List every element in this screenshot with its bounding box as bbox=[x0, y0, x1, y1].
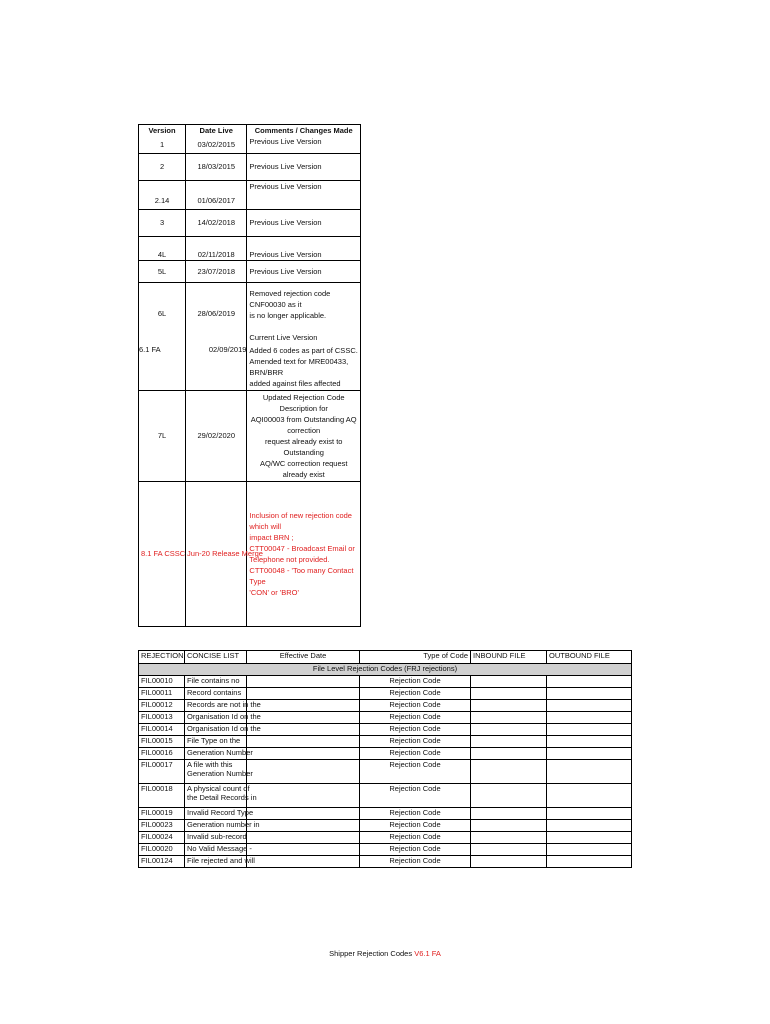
type-of-code-cell: Rejection Code bbox=[360, 856, 471, 868]
effective-date-cell bbox=[247, 688, 360, 700]
version-row: 1 03/02/2015 Previous Live Version bbox=[139, 136, 361, 153]
concise-cell: Organisation Id on the bbox=[185, 724, 247, 736]
concise-line: the Detail Records in bbox=[187, 793, 257, 802]
version-header-row bbox=[139, 125, 361, 137]
type-of-code-cell: Rejection Code bbox=[360, 736, 471, 748]
type-of-code-cell: Rejection Code bbox=[360, 724, 471, 736]
rejection-code-cell: FIL00015 bbox=[139, 736, 185, 748]
rejection-row bbox=[139, 688, 632, 700]
effective-date-cell bbox=[247, 784, 360, 808]
version-header: Version bbox=[139, 125, 186, 137]
concise-cell: Generation number in bbox=[185, 820, 247, 832]
effective-date-cell bbox=[247, 676, 360, 688]
rejection-codes-table bbox=[138, 650, 632, 868]
concise-cell: No Valid Message - bbox=[185, 844, 247, 856]
rejection-code-cell: FIL00017 bbox=[139, 760, 185, 784]
page-footer bbox=[0, 949, 770, 958]
type-of-code-cell: Rejection Code bbox=[360, 832, 471, 844]
effective-date-cell bbox=[247, 844, 360, 856]
effective-date-cell bbox=[247, 700, 360, 712]
rejection-row bbox=[139, 724, 632, 736]
effective-date-cell bbox=[247, 760, 360, 784]
concise-cell: Generation Number bbox=[185, 748, 247, 760]
version-history-table bbox=[138, 124, 361, 627]
concise-list-header: CONCISE LIST bbox=[185, 651, 247, 664]
footer-title: Shipper Rejection Codes bbox=[329, 949, 413, 958]
concise-cell: Invalid sub-record bbox=[185, 832, 247, 844]
outbound-file-cell bbox=[547, 808, 632, 820]
inbound-file-cell bbox=[471, 700, 547, 712]
concise-cell: Records are not in the bbox=[185, 700, 247, 712]
concise-cell bbox=[185, 784, 257, 808]
type-of-code-cell: Rejection Code bbox=[360, 820, 471, 832]
type-of-code-cell: Rejection Code bbox=[360, 676, 471, 688]
effective-date-header: Effective Date bbox=[247, 651, 360, 664]
rejection-code-cell: FIL00013 bbox=[139, 712, 185, 724]
rejection-code-cell: FIL00010 bbox=[139, 676, 185, 688]
rejection-code-cell: FIL00024 bbox=[139, 832, 185, 844]
concise-cell: File contains no bbox=[185, 676, 247, 688]
version-row: 6.1 FA 02/09/2019 Added 6 codes as part of CSSC. Amended text for MRE00433, BRN/BRR added against files affected bbox=[139, 344, 361, 391]
rejection-row bbox=[139, 760, 632, 784]
outbound-file-cell bbox=[547, 724, 632, 736]
outbound-file-cell bbox=[547, 676, 632, 688]
comments-header: Comments / Changes Made bbox=[247, 125, 361, 137]
rejection-code-cell: FIL00016 bbox=[139, 748, 185, 760]
type-of-code-cell: Rejection Code bbox=[360, 808, 471, 820]
outbound-file-cell bbox=[547, 760, 632, 784]
rejection-row bbox=[139, 748, 632, 760]
inbound-file-cell bbox=[471, 724, 547, 736]
outbound-file-cell bbox=[547, 820, 632, 832]
file-level-band-label: File Level Rejection Codes (FRJ rejections) bbox=[139, 664, 632, 676]
effective-date-cell bbox=[247, 832, 360, 844]
type-of-code-cell: Rejection Code bbox=[360, 844, 471, 856]
rejection-header: REJECTION bbox=[139, 651, 185, 664]
inbound-file-cell bbox=[471, 676, 547, 688]
inbound-file-cell bbox=[471, 832, 547, 844]
version-row: 7L 29/02/2020 Updated Rejection Code Description for AQI00003 from Outstanding AQ correction request already exist to Outstanding AQ/WC correction request already exist bbox=[139, 390, 361, 481]
rejection-row bbox=[139, 784, 632, 808]
effective-date-cell bbox=[247, 856, 360, 868]
outbound-file-cell bbox=[547, 844, 632, 856]
concise-cell: Invalid Record Type bbox=[185, 808, 247, 820]
rejection-code-cell: FIL00019 bbox=[139, 808, 185, 820]
type-of-code-cell: Rejection Code bbox=[360, 748, 471, 760]
concise-cell: Organisation Id on the bbox=[185, 712, 247, 724]
inbound-file-cell bbox=[471, 784, 547, 808]
outbound-file-cell bbox=[547, 856, 632, 868]
inbound-file-cell bbox=[471, 844, 547, 856]
concise-cell: Record contains bbox=[185, 688, 247, 700]
type-of-code-cell: Rejection Code bbox=[360, 760, 471, 784]
inbound-file-cell bbox=[471, 736, 547, 748]
inbound-file-cell bbox=[471, 820, 547, 832]
rejection-code-cell: FIL00023 bbox=[139, 820, 185, 832]
inbound-file-cell bbox=[471, 856, 547, 868]
concise-line: A physical count of bbox=[187, 784, 250, 793]
concise-cell: File rejected and will bbox=[185, 856, 247, 868]
rejection-row bbox=[139, 856, 632, 868]
type-of-code-cell: Rejection Code bbox=[360, 712, 471, 724]
effective-date-cell bbox=[247, 724, 360, 736]
version-row: 5L 23/07/2018 Previous Live Version bbox=[139, 260, 361, 282]
type-of-code-header: Type of Code bbox=[360, 651, 471, 664]
rejection-row bbox=[139, 700, 632, 712]
rejection-code-cell: FIL00011 bbox=[139, 688, 185, 700]
outbound-file-cell bbox=[547, 748, 632, 760]
version-row: 8.1 FA CSSC Jun-20 Release Merge Inclusion of new rejection code which will impact BRN ; CTT00047 - Broadcast Email or Telephone not provided. CTT00048 - 'Too many Contact Type 'CON' or 'BRO' bbox=[139, 481, 361, 626]
concise-line: A file with this bbox=[187, 760, 233, 769]
rejection-row bbox=[139, 676, 632, 688]
effective-date-cell bbox=[247, 748, 360, 760]
rejection-code-cell: FIL00020 bbox=[139, 844, 185, 856]
concise-cell bbox=[185, 760, 253, 784]
rejection-row bbox=[139, 844, 632, 856]
version-row: 3 14/02/2018 Previous Live Version bbox=[139, 209, 361, 236]
outbound-file-cell bbox=[547, 700, 632, 712]
concise-line: Generation Number bbox=[187, 769, 253, 778]
inbound-file-cell bbox=[471, 808, 547, 820]
version-row: 4L 02/11/2018 Previous Live Version bbox=[139, 236, 361, 260]
inbound-file-cell bbox=[471, 748, 547, 760]
inbound-file-cell bbox=[471, 712, 547, 724]
inbound-file-cell bbox=[471, 760, 547, 784]
version-row: 2.14 01/06/2017 Previous Live Version bbox=[139, 180, 361, 209]
rejection-code-cell: FIL00018 bbox=[139, 784, 185, 808]
type-of-code-cell: Rejection Code bbox=[360, 700, 471, 712]
rejection-header-row bbox=[139, 651, 632, 664]
file-level-band-row bbox=[139, 664, 632, 676]
outbound-file-cell bbox=[547, 784, 632, 808]
effective-date-cell bbox=[247, 808, 360, 820]
rejection-code-cell: FIL00014 bbox=[139, 724, 185, 736]
outbound-file-cell bbox=[547, 832, 632, 844]
effective-date-cell bbox=[247, 712, 360, 724]
footer-version: V6.1 FA bbox=[414, 949, 441, 958]
rejection-row bbox=[139, 808, 632, 820]
rejection-code-cell: FIL00124 bbox=[139, 856, 185, 868]
inbound-file-cell bbox=[471, 688, 547, 700]
date-header: Date Live bbox=[186, 125, 247, 137]
version-row: 6L 28/06/2019 Removed rejection code CNF00030 as it is no longer applicable. Current Live Version bbox=[139, 282, 361, 344]
effective-date-cell bbox=[247, 820, 360, 832]
type-of-code-cell: Rejection Code bbox=[360, 784, 471, 808]
outbound-file-header: OUTBOUND FILE bbox=[547, 651, 632, 664]
rejection-code-cell: FIL00012 bbox=[139, 700, 185, 712]
outbound-file-cell bbox=[547, 712, 632, 724]
type-of-code-cell: Rejection Code bbox=[360, 688, 471, 700]
rejection-row bbox=[139, 820, 632, 832]
inbound-file-header: INBOUND FILE bbox=[471, 651, 547, 664]
outbound-file-cell bbox=[547, 688, 632, 700]
rejection-row bbox=[139, 736, 632, 748]
version-row: 2 18/03/2015 Previous Live Version bbox=[139, 153, 361, 180]
rejection-row bbox=[139, 712, 632, 724]
rejection-row bbox=[139, 832, 632, 844]
concise-cell: File Type on the bbox=[185, 736, 247, 748]
effective-date-cell bbox=[247, 736, 360, 748]
outbound-file-cell bbox=[547, 736, 632, 748]
